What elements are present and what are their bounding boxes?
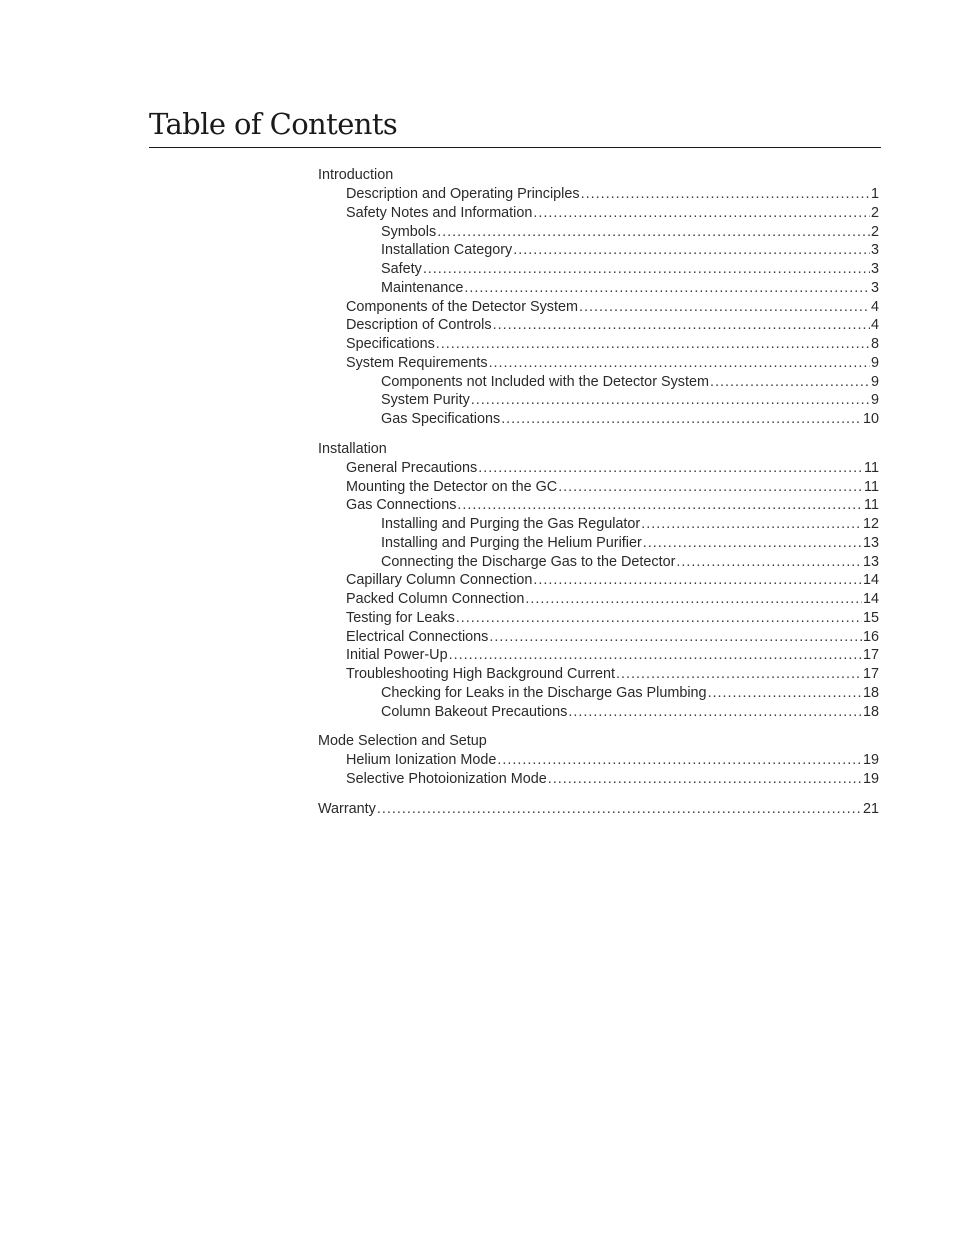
toc-page-number: 21 bbox=[862, 800, 879, 817]
toc-page-number: 16 bbox=[862, 628, 879, 645]
dot-leader bbox=[471, 391, 870, 410]
toc-entry-title: Checking for Leaks in the Discharge Gas Plumbing bbox=[381, 684, 707, 701]
section-gap bbox=[318, 429, 879, 440]
dot-leader bbox=[377, 800, 862, 819]
toc-entry-title: Troubleshooting High Background Current bbox=[346, 666, 616, 682]
toc-entry-title: Installing and Purging the Helium Purifier bbox=[381, 534, 642, 551]
toc-page-number: 14 bbox=[862, 572, 879, 589]
dot-leader bbox=[579, 298, 870, 317]
toc-entry[interactable] bbox=[318, 800, 879, 819]
dot-leader bbox=[616, 665, 862, 684]
toc-entry[interactable] bbox=[318, 590, 879, 609]
toc-entry-title: System Requirements bbox=[346, 354, 488, 371]
toc-page-number: 11 bbox=[864, 459, 879, 476]
section-gap bbox=[318, 789, 879, 800]
toc-entry-title: Mounting the Detector on the GC bbox=[346, 478, 558, 495]
toc-entry-title: Components not Included with the Detector System bbox=[381, 373, 709, 390]
dot-leader bbox=[437, 223, 870, 242]
dot-leader bbox=[423, 260, 870, 279]
toc-entry-title: Selective Photoionization Mode bbox=[346, 771, 547, 787]
toc-entry-title: Symbols bbox=[381, 223, 437, 240]
toc-entry-title: Components of the Detector System bbox=[346, 298, 578, 315]
toc-page-number: 11 bbox=[864, 497, 879, 514]
toc-page-number: 12 bbox=[862, 516, 879, 532]
dot-leader bbox=[533, 204, 870, 223]
dot-leader bbox=[558, 478, 863, 497]
toc-entry[interactable] bbox=[318, 515, 879, 534]
title-rule bbox=[149, 147, 881, 148]
toc-page-number: 19 bbox=[862, 771, 879, 787]
toc-page-number: 2 bbox=[870, 204, 879, 221]
toc-entry-title: Electrical Connections bbox=[346, 628, 489, 645]
toc-page-number: 10 bbox=[862, 411, 879, 427]
dot-leader bbox=[710, 373, 870, 392]
toc-entry-title: Initial Power-Up bbox=[346, 647, 448, 664]
toc-section-heading[interactable]: Introduction bbox=[318, 167, 394, 183]
toc-page-number: 9 bbox=[870, 392, 879, 409]
dot-leader bbox=[513, 241, 870, 260]
toc-entry-title: System Purity bbox=[381, 392, 470, 409]
toc-entry[interactable] bbox=[318, 609, 879, 628]
toc-entry[interactable] bbox=[318, 684, 879, 703]
toc-page-number: 2 bbox=[870, 223, 879, 240]
section-gap bbox=[318, 721, 879, 732]
table-of-contents bbox=[318, 166, 879, 819]
toc-page-number: 17 bbox=[862, 666, 879, 682]
toc-entry[interactable] bbox=[318, 571, 879, 590]
dot-leader bbox=[641, 515, 862, 534]
toc-entry-title: Helium Ionization Mode bbox=[346, 752, 497, 769]
dot-leader bbox=[643, 534, 862, 553]
toc-page-number: 3 bbox=[870, 279, 879, 296]
toc-page-number: 15 bbox=[862, 609, 879, 626]
dot-leader bbox=[501, 410, 862, 429]
toc-page-number: 4 bbox=[870, 317, 879, 334]
toc-entry-title: Connecting the Discharge Gas to the Detector bbox=[381, 553, 676, 570]
toc-page-number: 8 bbox=[870, 336, 879, 352]
toc-entry[interactable] bbox=[318, 553, 879, 572]
dot-leader bbox=[489, 628, 862, 647]
dot-leader bbox=[533, 571, 862, 590]
toc-page-number: 18 bbox=[862, 703, 879, 720]
toc-entry-title: Column Bakeout Precautions bbox=[381, 703, 568, 720]
dot-leader bbox=[478, 459, 863, 478]
toc-entry[interactable] bbox=[318, 534, 879, 553]
toc-entry-title: Safety bbox=[381, 261, 422, 277]
toc-entry[interactable] bbox=[318, 373, 879, 392]
toc-entry[interactable] bbox=[318, 628, 879, 647]
toc-page-number: 13 bbox=[862, 553, 879, 570]
dot-leader bbox=[493, 316, 870, 335]
toc-entry-title: Gas Connections bbox=[346, 497, 457, 514]
dot-leader bbox=[489, 354, 870, 373]
toc-entry[interactable] bbox=[318, 223, 879, 242]
toc-page-number: 4 bbox=[870, 298, 879, 315]
page-title: Table of Contents bbox=[149, 107, 398, 141]
toc-entry-title: Installation Category bbox=[381, 242, 513, 259]
toc-entry[interactable] bbox=[318, 316, 879, 335]
toc-entry-title: Description and Operating Principles bbox=[346, 186, 580, 202]
dot-leader bbox=[708, 684, 862, 703]
dot-leader bbox=[464, 279, 870, 298]
toc-entry-title: General Precautions bbox=[346, 459, 478, 476]
toc-entry-title: Packed Column Connection bbox=[346, 591, 525, 607]
toc-entry[interactable] bbox=[318, 241, 879, 260]
toc-page-number: 9 bbox=[870, 354, 879, 371]
toc-entry-title: Installing and Purging the Gas Regulator bbox=[381, 516, 641, 532]
toc-entry[interactable] bbox=[318, 646, 879, 665]
dot-leader bbox=[497, 751, 862, 770]
toc-entry-title: Safety Notes and Information bbox=[346, 204, 533, 221]
toc-page-number: 11 bbox=[864, 478, 879, 495]
dot-leader bbox=[581, 185, 870, 204]
dot-leader bbox=[568, 703, 862, 722]
toc-page-number: 1 bbox=[870, 186, 879, 202]
toc-page-number: 3 bbox=[870, 261, 879, 277]
toc-entry[interactable] bbox=[318, 751, 879, 770]
dot-leader bbox=[548, 770, 862, 789]
toc-entry[interactable] bbox=[318, 335, 879, 354]
toc-section-heading[interactable]: Installation bbox=[318, 440, 387, 457]
toc-entry[interactable] bbox=[318, 478, 879, 497]
toc-page-number: 17 bbox=[862, 647, 879, 664]
dot-leader bbox=[456, 609, 862, 628]
toc-page-number: 13 bbox=[862, 534, 879, 551]
toc-entry-title: Gas Specifications bbox=[381, 411, 501, 427]
toc-section-heading[interactable]: Mode Selection and Setup bbox=[318, 733, 487, 750]
toc-entry[interactable] bbox=[318, 665, 879, 684]
dot-leader bbox=[525, 590, 862, 609]
toc-entry-title: Warranty bbox=[318, 800, 376, 817]
toc-entry-title: Maintenance bbox=[381, 279, 464, 296]
toc-page-number: 3 bbox=[870, 242, 879, 259]
toc-entry[interactable] bbox=[318, 298, 879, 317]
toc-page-number: 9 bbox=[870, 373, 879, 390]
toc-page-number: 19 bbox=[862, 752, 879, 769]
toc-entry[interactable] bbox=[318, 354, 879, 373]
toc-page-number: 14 bbox=[862, 591, 879, 607]
toc-entry-title: Capillary Column Connection bbox=[346, 572, 533, 589]
dot-leader bbox=[449, 646, 862, 665]
toc-entry[interactable] bbox=[318, 391, 879, 410]
dot-leader bbox=[436, 335, 870, 354]
toc-entry-title: Testing for Leaks bbox=[346, 609, 455, 626]
dot-leader bbox=[676, 553, 862, 572]
toc-entry[interactable] bbox=[318, 185, 879, 204]
toc-entry[interactable] bbox=[318, 410, 879, 429]
toc-entry[interactable] bbox=[318, 260, 879, 279]
toc-entry[interactable] bbox=[318, 204, 879, 223]
dot-leader bbox=[457, 496, 863, 515]
toc-entry[interactable] bbox=[318, 703, 879, 722]
toc-entry[interactable] bbox=[318, 459, 879, 478]
toc-entry[interactable] bbox=[318, 279, 879, 298]
toc-entry-title: Specifications bbox=[346, 336, 435, 352]
toc-page-number: 18 bbox=[862, 684, 879, 701]
toc-entry[interactable] bbox=[318, 496, 879, 515]
toc-entry-title: Description of Controls bbox=[346, 317, 492, 334]
toc-entry[interactable] bbox=[318, 770, 879, 789]
